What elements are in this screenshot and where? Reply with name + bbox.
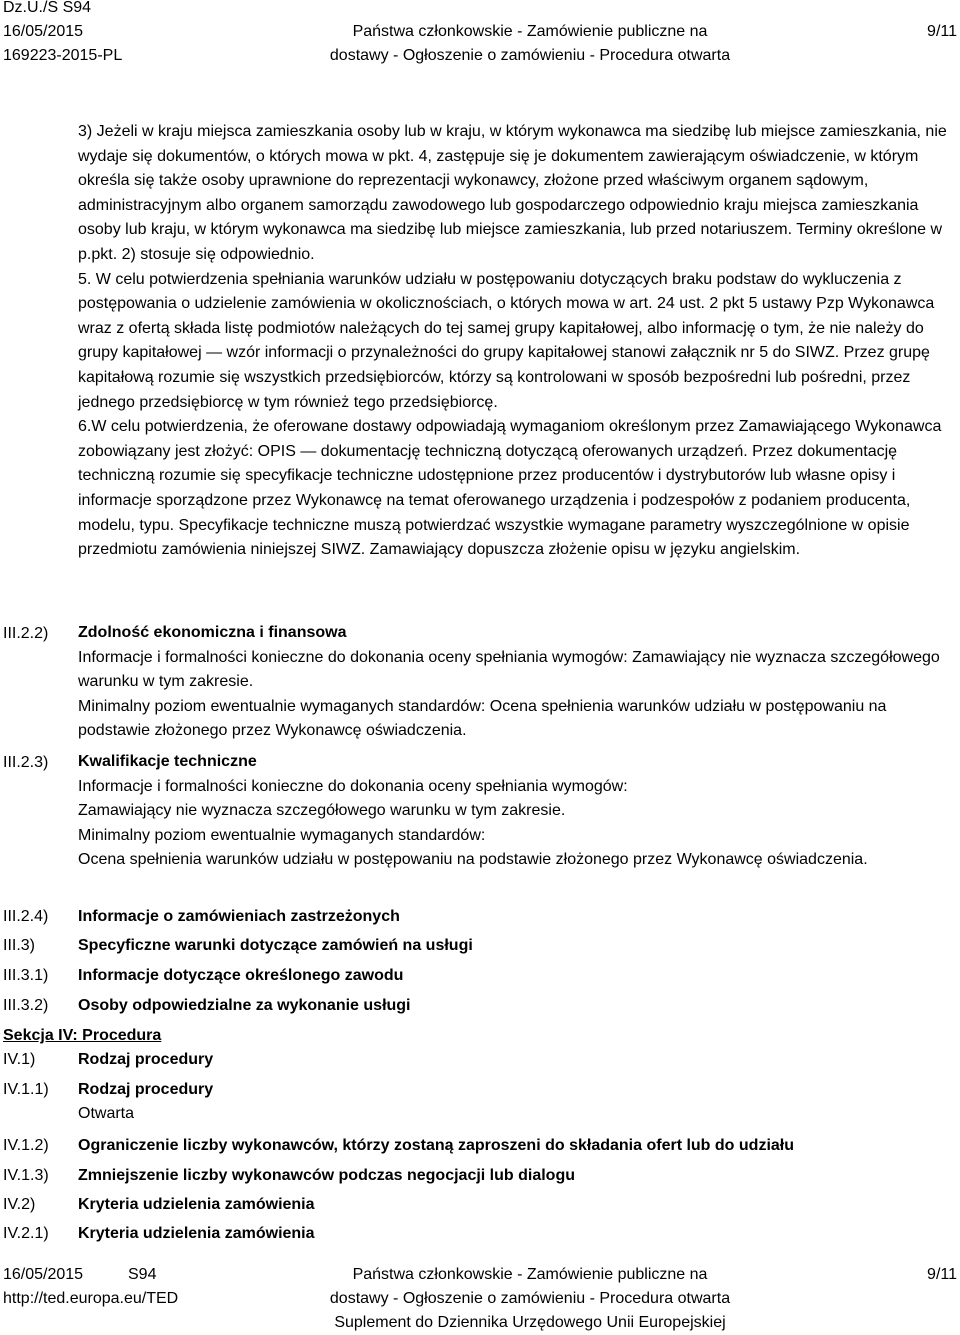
section-title: Rodzaj procedury <box>78 1081 214 1098</box>
section-number-iii-2-2: III.2.2) <box>3 625 49 642</box>
header-title-line1: Państwa członkowskie - Zamówienie publiczne na <box>352 23 708 40</box>
section-number: IV.1.2) <box>3 1137 49 1154</box>
section-title: Kryteria udzielenia zamówienia <box>78 1225 315 1242</box>
header-title-line2: dostawy - Ogłoszenie o zamówieniu - Procedura otwarta <box>329 47 731 64</box>
section-row-iv-2 <box>0 1192 960 1218</box>
footer-page-number: 9/11 <box>927 1266 957 1283</box>
paragraph-3: 3) Jeżeli w kraju miejsca zamieszkania osoby lub w kraju, w którym wykonawca ma siedzibę lub miejsce zamieszkania, nie wydaje się dokumentów, o których mowa w pkt. 4, zastępuje się je dokumentem zawierającym oświadczenie, w którym określa się także osoby uprawnione do reprezentacji wykonawcy, złożone przed właściwym organem sądowym, administracyjnym albo organem samorządu zawodowego lub gospodarczego odpowiednio kraju miejsca zamieszkania osoby lub kraju, w którym wykonawca ma siedzibę lub miejsce zamieszkania, lub przed notariuszem. Terminy określone w p.pkt. 2) stosuje się odpowiednio. <box>78 123 947 263</box>
footer-url: http://ted.europa.eu/TED <box>3 1290 179 1307</box>
section-row-iv-1-2 <box>0 1133 960 1159</box>
footer-title-line3: Suplement do Dziennika Urzędowego Unii Europejskiej <box>334 1314 726 1331</box>
section-row-iv-1-3 <box>0 1163 960 1189</box>
section-title: Informacje dotyczące określonego zawodu <box>78 967 404 984</box>
section-number: IV.1.3) <box>3 1167 49 1184</box>
section-title: Kryteria udzielenia zamówienia <box>78 1196 315 1213</box>
doc-id: 169223-2015-PL <box>3 47 123 64</box>
section-row-iv-1-1 <box>0 1077 960 1103</box>
section-text: Informacje i formalności konieczne do dokonania oceny spełniania wymogów: <box>78 777 628 795</box>
section-number-iii-2-3: III.2.3) <box>3 754 49 771</box>
section-title: Specyficzne warunki dotyczące zamówień na usługi <box>78 937 473 954</box>
paragraph-5: 5. W celu potwierdzenia spełniania warunków udziału w postępowaniu dotyczących braku podstaw do wykluczenia z postępowania o udzielenie zamówienia w okolicznościach, o których mowa w art. 24 ust. 2 pkt 5 ustawy Pzp Wykonawca wraz z ofertą składa listę podmiotów należących do tej samej grupy kapitałowej, albo informację o tym, że nie należy do grupy kapitałowej — wzór informacji o przynależności do grupy kapitałowej stanowi załącznik nr 5 do SIWZ. Przez grupę kapitałową rozumie się wszystkich przedsiębiorców, którzy są kontrolowani w sposób bezpośredni lub pośredni, przez jednego przedsiębiorcę w tym również tego przedsiębiorcę. <box>78 270 935 411</box>
section-row-iii-3-2 <box>0 993 960 1019</box>
header-page-number: 9/11 <box>927 23 957 40</box>
section-text: Minimalny poziom ewentualnie wymaganych standardów: <box>78 826 486 844</box>
section-row-iv-2-1 <box>0 1221 960 1247</box>
footer-title-line2: dostawy - Ogłoszenie o zamówieniu - Procedura otwarta <box>329 1290 731 1307</box>
section-iii-2-3 <box>78 750 958 873</box>
section-text: Informacje i formalności konieczne do dokonania oceny spełniania wymogów: Zamawiający nie wyznacza szczegółowego warunku w tym zakresie. <box>78 648 940 691</box>
section-row-iii-3 <box>0 933 960 959</box>
section-number: III.3) <box>3 937 36 954</box>
conditions-body <box>78 120 958 563</box>
section-iii-2-2 <box>78 621 958 744</box>
section-title: Zmniejszenie liczby wykonawców podczas negocjacji lub dialogu <box>78 1167 575 1184</box>
section-number: III.3.1) <box>3 967 49 984</box>
section-title: Osoby odpowiedzialne za wykonanie usługi <box>78 997 411 1014</box>
footer-title-line1: Państwa członkowskie - Zamówienie publiczne na <box>352 1266 708 1283</box>
section-title: Informacje o zamówieniach zastrzeżonych <box>78 908 400 925</box>
section-number: III.3.2) <box>3 997 49 1014</box>
section-title: Zdolność ekonomiczna i finansowa <box>78 624 347 641</box>
footer-date: 16/05/2015 <box>3 1266 84 1283</box>
footer-issue: S94 <box>128 1266 157 1283</box>
section-number: IV.1.1) <box>3 1081 49 1098</box>
section-title: Rodzaj procedury <box>78 1051 214 1068</box>
section-row-iv-1 <box>0 1047 960 1073</box>
section-number: IV.2.1) <box>3 1225 49 1242</box>
section-text: Ocena spełnienia warunków udziału w postępowaniu na podstawie złożonego przez Wykonawcę oświadczenia. <box>78 851 868 869</box>
section-row-iii-2-4 <box>0 904 960 930</box>
section-number: III.2.4) <box>3 908 49 925</box>
journal-ref: Dz.U./S S94 <box>3 0 92 16</box>
section-iv-title: Sekcja IV: Procedura <box>3 1027 162 1044</box>
section-text: Zamawiający nie wyznacza szczegółowego warunku w tym zakresie. <box>78 802 566 820</box>
section-number: IV.1) <box>3 1051 36 1068</box>
section-number: IV.2) <box>3 1196 36 1213</box>
section-title: Kwalifikacje techniczne <box>78 753 257 770</box>
procedure-type-value: Otwarta <box>78 1105 135 1122</box>
section-text: Minimalny poziom ewentualnie wymaganych standardów: Ocena spełnienia warunków udziału w postępowaniu na podstawie złożonego przez Wykonawcę oświadczenia. <box>78 697 887 740</box>
section-title: Ograniczenie liczby wykonawców, którzy zostaną zaproszeni do składania ofert lub do udziału <box>78 1137 794 1154</box>
header-date: 16/05/2015 <box>3 23 84 40</box>
paragraph-6: 6.W celu potwierdzenia, że oferowane dostawy odpowiadają wymaganiom określonym przez Zamawiającego Wykonawca zobowiązany jest złożyć: OPIS — dokumentację techniczną dotyczącą oferowanych urządzeń. Przez dokumentację techniczną rozumie się specyfikacje techniczne udostępnione przez producentów i dystrybutorów lub własne opisy i informacje sporządzone przez Wykonawcę na temat oferowanego urządzenia i podzespołów z podaniem producenta, modelu, typu. Specyfikacje techniczne muszą potwierdzać wszystkie wymagane parametry wyszczególnione w opisie przedmiotu zamówienia niniejszej SIWZ. Zamawiający dopuszcza złożenie opisu w języku angielskim. <box>78 418 942 559</box>
section-row-iii-3-1 <box>0 963 960 989</box>
